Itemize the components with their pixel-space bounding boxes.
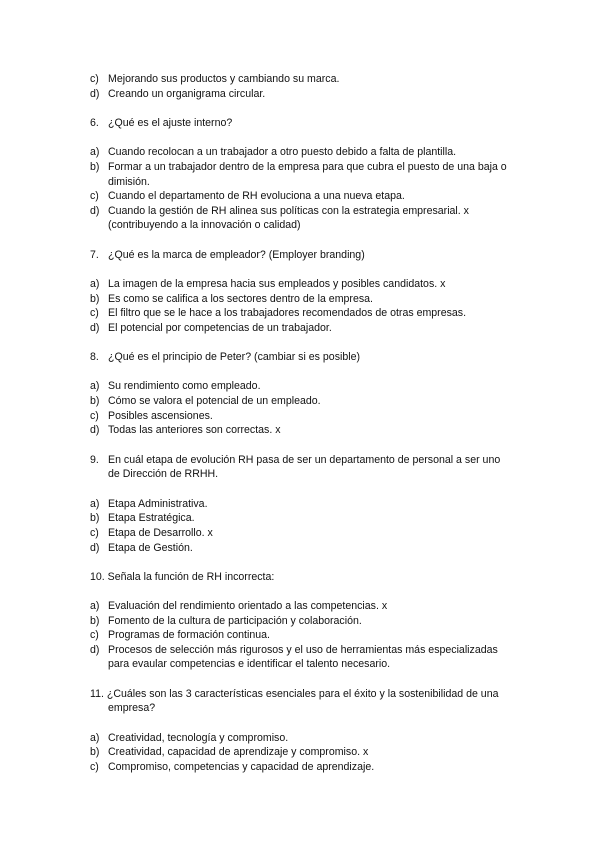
- q9-option-d: d) Etapa de Gestión.: [90, 542, 193, 554]
- q8-option-d: d) Todas las anteriores son correctas. x: [90, 424, 281, 436]
- q6-option-d: d) Cuando la gestión de RH alinea sus políticas con la estrategia empresarial. x: [90, 205, 469, 217]
- question-10: 10. Señala la función de RH incorrecta:: [90, 571, 275, 583]
- option-c-prev: c) Mejorando sus productos y cambiando su marca.: [90, 73, 340, 85]
- q11-option-a: a) Creatividad, tecnología y compromiso.: [90, 732, 289, 744]
- option-d-prev: d) Creando un organigrama circular.: [90, 88, 266, 100]
- q10-option-c: c) Programas de formación continua.: [90, 629, 270, 641]
- q10-option-a: a) Evaluación del rendimiento orientado a las competencias. x: [90, 600, 388, 612]
- question-9-cont: de Dirección de RRHH.: [108, 468, 219, 480]
- q11-option-c: c) Compromiso, competencias y capacidad de aprendizaje.: [90, 761, 375, 773]
- q8-option-a: a) Su rendimiento como empleado.: [90, 380, 261, 392]
- question-8: 8. ¿Qué es el principio de Peter? (cambiar si es posible): [90, 351, 361, 363]
- q11-option-b: b) Creatividad, capacidad de aprendizaje y compromiso. x: [90, 746, 369, 758]
- question-11: 11. ¿Cuáles son las 3 características esenciales para el éxito y la sostenibilidad de una: [90, 688, 499, 700]
- q7-option-a: a) La imagen de la empresa hacia sus empleados y posibles candidatos. x: [90, 278, 446, 290]
- q7-option-c: c) El filtro que se le hace a los trabajadores recomendados de otras empresas.: [90, 307, 467, 319]
- q6-option-c: c) Cuando el departamento de RH evoluciona a una nueva etapa.: [90, 190, 405, 202]
- q6-option-b-cont: dimisión.: [108, 176, 150, 188]
- q9-option-a: a) Etapa Administrativa.: [90, 498, 208, 510]
- q10-option-d: d) Procesos de selección más rigurosos y el uso de herramientas más especializadas: [90, 644, 498, 656]
- q6-option-a: a) Cuando recolocan a un trabajador a otro puesto debido a falta de plantilla.: [90, 146, 457, 158]
- q6-option-d-cont: (contribuyendo a la innovación o calidad): [108, 219, 301, 231]
- q10-option-b: b) Fomento de la cultura de participación y colaboración.: [90, 615, 362, 627]
- q6-option-b: b) Formar a un trabajador dentro de la empresa para que cubra el puesto de una baja o: [90, 161, 507, 173]
- q8-option-c: c) Posibles ascensiones.: [90, 410, 213, 422]
- question-11-cont: empresa?: [108, 702, 156, 714]
- q8-option-b: b) Cómo se valora el potencial de un empleado.: [90, 395, 321, 407]
- q7-option-b: b) Es como se califica a los sectores dentro de la empresa.: [90, 293, 373, 305]
- q7-option-d: d) El potencial por competencias de un trabajador.: [90, 322, 332, 334]
- question-9: 9. En cuál etapa de evolución RH pasa de ser un departamento de personal a ser uno: [90, 454, 501, 466]
- q9-option-b: b) Etapa Estratégica.: [90, 512, 195, 524]
- q9-option-c: c) Etapa de Desarrollo. x: [90, 527, 213, 539]
- question-6: 6. ¿Qué es el ajuste interno?: [90, 117, 233, 129]
- q10-option-d-cont: para evaular competencias e identificar el talento necesario.: [108, 658, 391, 670]
- question-7: 7. ¿Qué es la marca de empleador? (Employer branding): [90, 249, 365, 261]
